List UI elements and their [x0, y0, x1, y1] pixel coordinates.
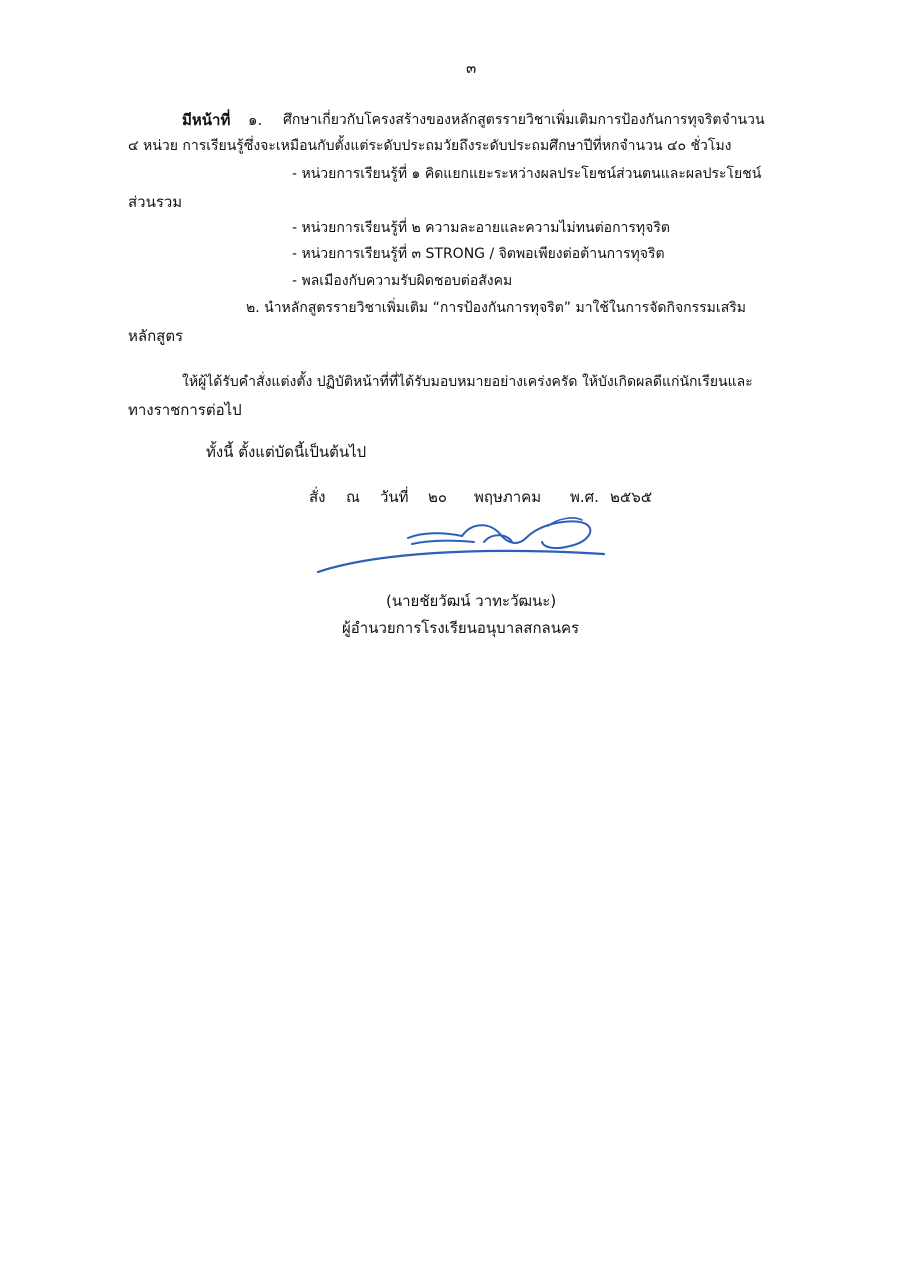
instruction-text: ให้ผู้ได้รับคำสั่งแต่งตั้ง ปฏิบัติหน้าที่ที่ได้รับมอบหมายอย่างเคร่งครัด ให้บังเกิดผลดีแก่นักเรียนและ: [182, 374, 753, 390]
date-month: พฤษภาคม: [474, 488, 542, 506]
date-year: ๒๕๖๕: [610, 488, 653, 506]
learning-unit-3: - หน่วยการเรียนรู้ที่ ๓ STRONG / จิตพอเพียงต่อต้านการทุจริต: [292, 246, 665, 262]
duty-item-2-cont: หลักสูตร: [128, 327, 184, 345]
duties-label: มีหน้าที่: [182, 111, 231, 129]
instruction-text-cont: ทางราชการต่อไป: [128, 401, 242, 419]
duty-item-1-number: ๑.: [248, 111, 263, 129]
date-year-label: พ.ศ.: [570, 488, 599, 506]
signature-image: [312, 512, 612, 578]
signer-position: ผู้อำนวยการโรงเรียนอนุบาลสกลนคร: [342, 619, 580, 637]
date-day: ๒๐: [428, 488, 448, 506]
learning-unit-2: - หน่วยการเรียนรู้ที่ ๒ ความละอายและความไม่ทนต่อการทุจริต: [292, 220, 670, 236]
effective-statement: ทั้งนี้ ตั้งแต่บัดนี้เป็นต้นไป: [206, 443, 367, 461]
learning-unit-4: - พลเมืองกับความรับผิดชอบต่อสังคม: [292, 273, 513, 289]
date-day-label: วันที่: [380, 488, 409, 506]
learning-unit-1-cont: ส่วนรวม: [128, 193, 183, 211]
date-ordered-label: สั่ง: [309, 488, 326, 506]
date-at-label: ณ: [346, 488, 360, 506]
duty-item-1-text: ศึกษาเกี่ยวกับโครงสร้างของหลักสูตรรายวิชาเพิ่มเติมการป้องกันการทุจริตจำนวน: [283, 112, 765, 128]
signer-name: (นายชัยวัฒน์ วาทะวัฒนะ): [386, 592, 557, 610]
learning-unit-1: - หน่วยการเรียนรู้ที่ ๑ คิดแยกแยะระหว่างผลประโยชน์ส่วนตนและผลประโยชน์: [292, 166, 762, 182]
page-number: ๓: [466, 59, 477, 77]
duty-item-1-text-cont: ๔ หน่วย การเรียนรู้ซึ่งจะเหมือนกับตั้งแต่ระดับประถมวัยถึงระดับประถมศึกษาปีที่หกจำนวน ๔๐ ชั่วโมง: [128, 138, 732, 154]
duty-item-2: ๒. นำหลักสูตรรายวิชาเพิ่มเติม “การป้องกันการทุจริต” มาใช้ในการจัดกิจกรรมเสริม: [246, 300, 746, 316]
